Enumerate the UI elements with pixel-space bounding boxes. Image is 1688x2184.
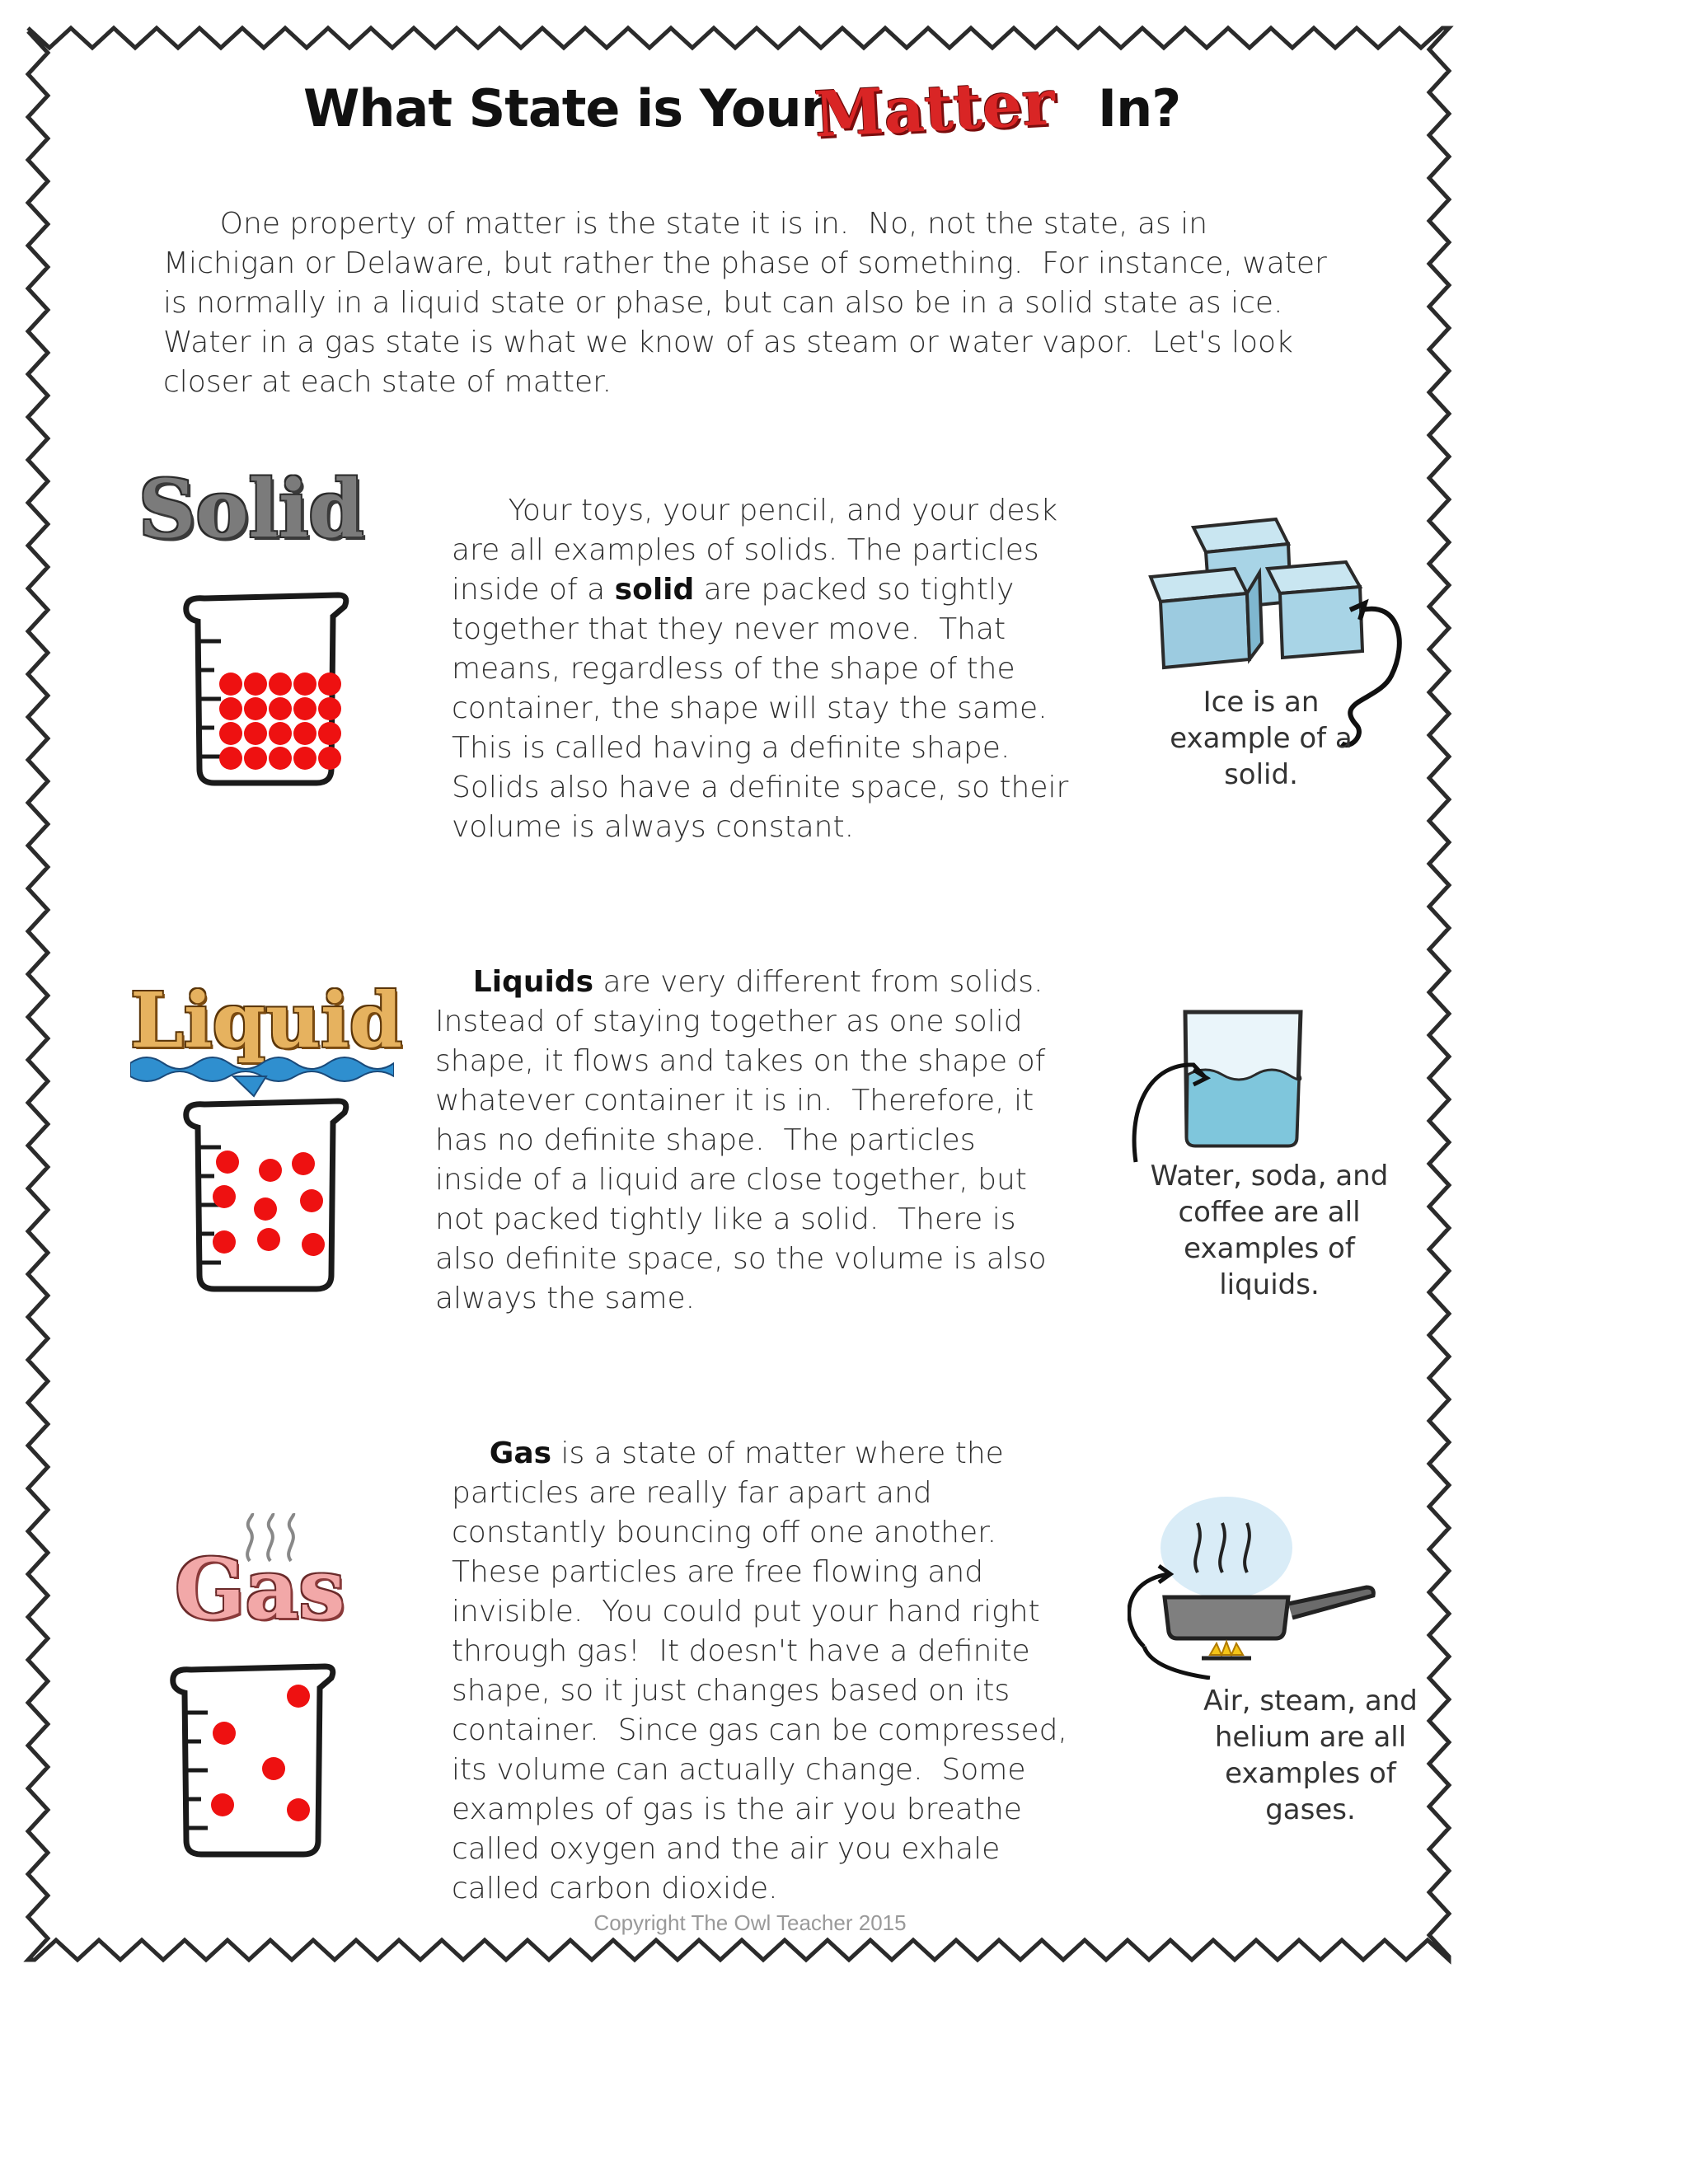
gas-keyword: Gas [489, 1436, 552, 1470]
particle [219, 722, 242, 745]
particle [300, 1189, 323, 1212]
particle [269, 673, 292, 696]
particle [254, 1197, 277, 1221]
particle [216, 1151, 239, 1174]
gas-paragraph: Gas is a state of matter where the particles are really far apart and constantly bouncing off one another. These particles are free flowing and invisible. You could put your hand right through gas! It doesn't have a definite shape, so it just changes based on its container. Since gas can be compressed, its volume can actually change. Some examples of gas is the air you breathe called oxygen and the air you exhale called carbon dioxide. [452, 1436, 1077, 1905]
solid-caption: Ice is an example of a solid. [1170, 686, 1362, 791]
particle [219, 673, 242, 696]
particle [287, 1685, 310, 1708]
particle [244, 722, 267, 745]
solid-paragraph: Your toys, your pencil, and your desk are all examples of solids. The particles inside of a solid are packed so tightly together that they never move. That means, regardless of the shape of the container, the shape will stay the same. This is called having a definite shape. Solids also have a definite space, so their volume is always constant. [452, 494, 1078, 844]
liquid-waves [130, 1048, 394, 1098]
particle [269, 722, 292, 745]
title-before: What State is Your [303, 78, 826, 138]
particle [318, 673, 341, 696]
particle [259, 1159, 282, 1182]
liquid-keyword: Liquids [472, 965, 593, 999]
liquid-caption: Water, soda, and coffee are all examples of liquids. [1150, 1160, 1398, 1301]
water-glass-icon [1128, 1005, 1317, 1170]
particle [269, 747, 292, 770]
liquid-beaker [180, 1098, 353, 1296]
title-after: In? [1098, 78, 1181, 138]
solid-keyword: solid [614, 573, 695, 607]
particle [213, 1722, 236, 1745]
liquid-paragraph: Liquids are very different from solids. Instead of staying together as one solid shape, it flows and takes on the shape of whatever container it is in. Therefore, it has no definite shape. The particles inside of a liquid are close together, but not packed tightly like a solid. There is also definite space, so the volume is also always the same. [435, 965, 1062, 1315]
gas-beaker [166, 1663, 340, 1861]
particle [318, 697, 341, 720]
particle [257, 1228, 280, 1251]
gas-word-art: Gas [175, 1540, 345, 1638]
particle [213, 1230, 236, 1254]
title-matter-word: Matter [812, 65, 1057, 152]
liquid-word-art: Liquid [130, 976, 403, 1065]
particle [293, 722, 316, 745]
gas-caption: Air, steam, and helium are all examples of gases. [1203, 1685, 1427, 1826]
particle [219, 697, 242, 720]
particle [293, 747, 316, 770]
liquid-particles [213, 1151, 325, 1256]
page-title [297, 65, 1269, 171]
particle [219, 747, 242, 770]
copyright-notice: Copyright The Owl Teacher 2015 [593, 1910, 907, 1935]
particle [244, 747, 267, 770]
particle [287, 1798, 310, 1821]
particle [244, 697, 267, 720]
solid-word-art: Solid [138, 462, 364, 555]
particle [302, 1233, 325, 1256]
particle [262, 1757, 285, 1780]
intro-paragraph: One property of matter is the state it is in. No, not the state, as in Michigan or Delaware, but rather the phase of something. For instance, water is normally in a liquid state or phase, but can also be in a solid state as ice. Water in a gas state is what we know of as steam or water vapor. Let's look closer at each state of matter. [163, 207, 1337, 399]
particle [269, 697, 292, 720]
particle [244, 673, 267, 696]
particle [318, 722, 341, 745]
particle [213, 1185, 236, 1208]
solid-beaker [180, 592, 353, 790]
particle [292, 1152, 315, 1175]
particle [211, 1793, 234, 1816]
particle [318, 747, 341, 770]
steaming-pan-icon [1128, 1490, 1400, 1680]
particle [293, 673, 316, 696]
particle [293, 697, 316, 720]
